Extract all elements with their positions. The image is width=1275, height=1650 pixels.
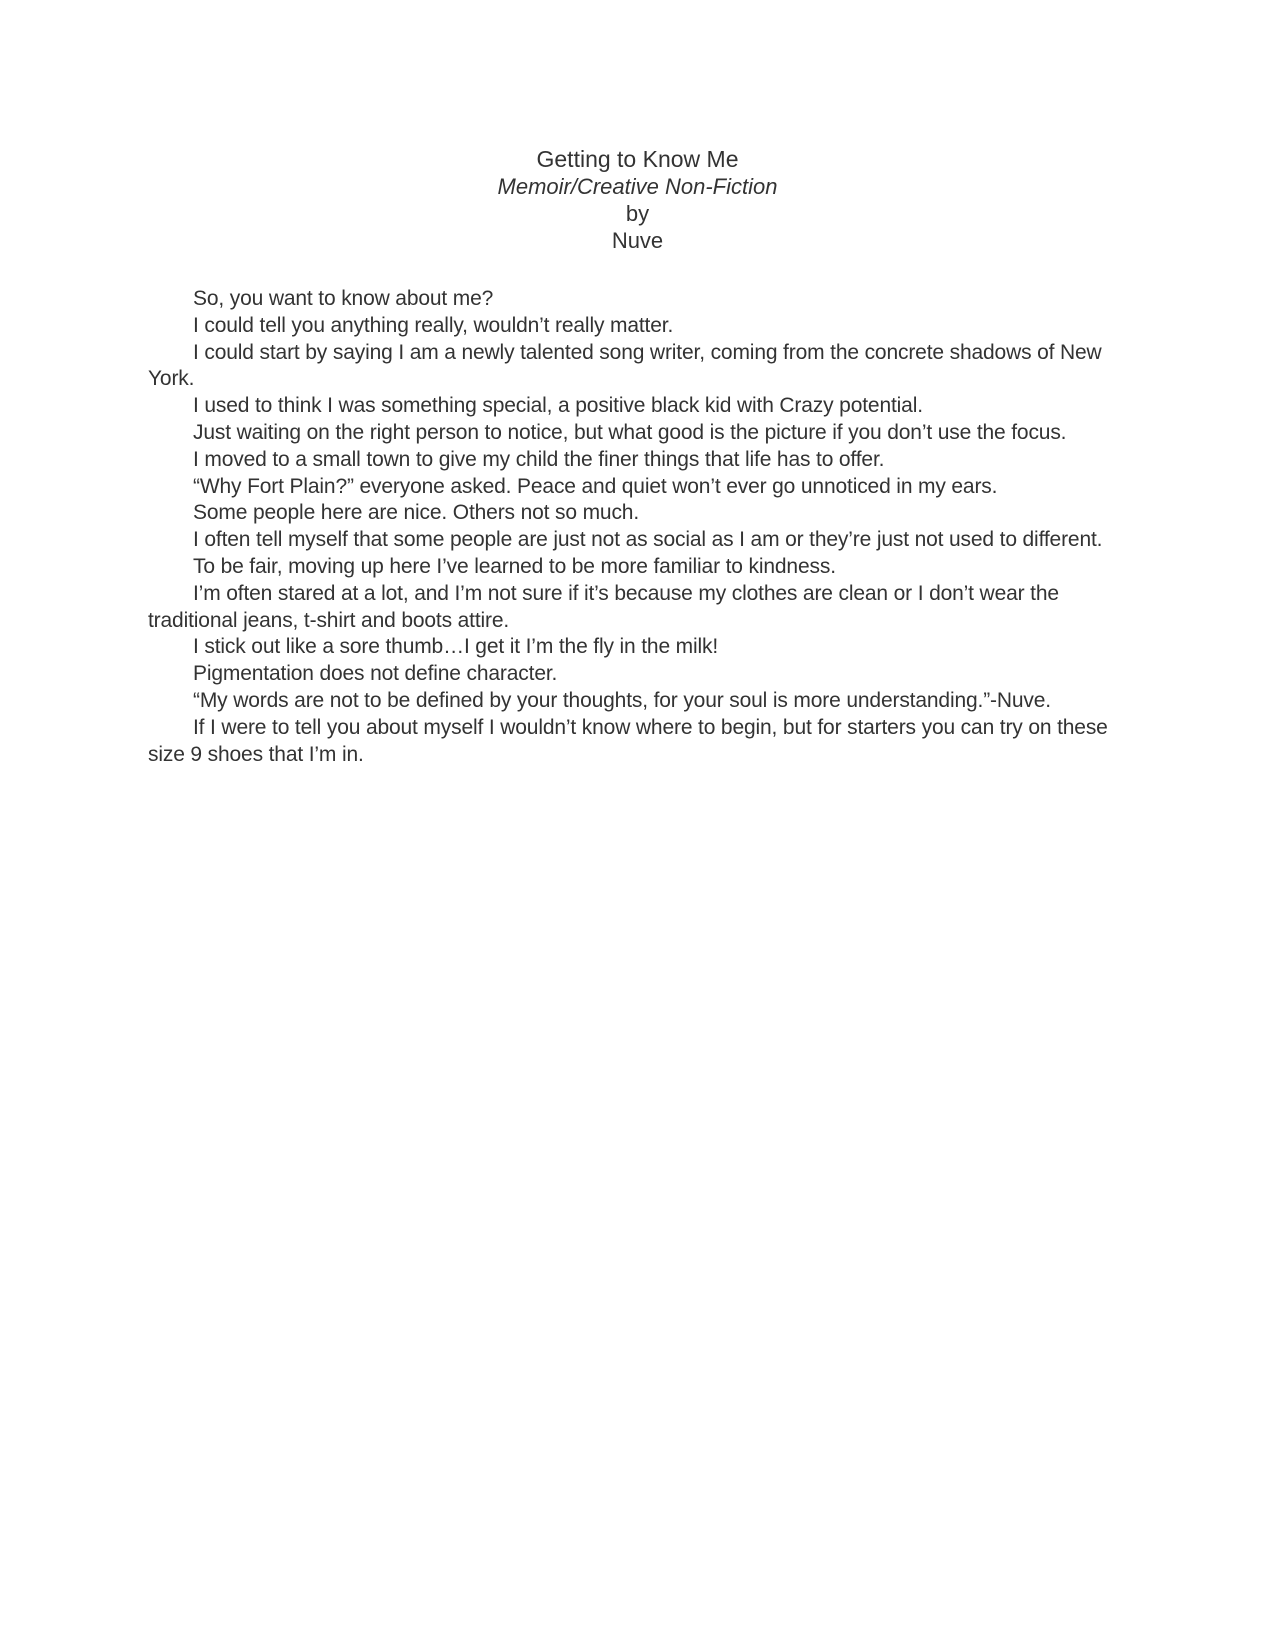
paragraph: I moved to a small town to give my child the finer things that life has to offer. <box>193 447 885 471</box>
paragraph: So, you want to know about me? <box>193 287 494 310</box>
paragraph: I’m often stared at a lot, and I’m not sure if it’s because my clothes are clean or I don’t wear the traditional jeans, t-shirt and boots attire. <box>148 581 1059 632</box>
paragraph: I stick out like a sore thumb…I get it I’m the fly in the milk! <box>193 635 719 659</box>
paragraph: Just waiting on the right person to notice, but what good is the picture if you don’t use the focus. <box>193 420 1067 444</box>
paragraph: “Why Fort Plain?” everyone asked. Peace and quiet won’t ever go unnoticed in my ears. <box>193 474 998 498</box>
author-name: Nuve <box>611 228 664 253</box>
paragraph: Pigmentation does not define character. <box>193 662 558 686</box>
paragraph: I could start by saying I am a newly talented song writer, coming from the concrete shadows of New York. <box>148 340 1102 391</box>
paragraph: Some people here are nice. Others not so much. <box>193 501 640 525</box>
byline-word: by <box>625 201 650 226</box>
document-title: Getting to Know Me <box>536 146 739 172</box>
document-header <box>0 146 1275 254</box>
paragraph: I used to think I was something special, a positive black kid with Crazy potential. <box>193 394 923 418</box>
paragraph: I often tell myself that some people are just not as social as I am or they’re just not used to different. <box>193 528 1103 552</box>
paragraph: If I were to tell you about myself I wouldn’t know where to begin, but for starters you can try on these size 9 shoes that I’m in. <box>148 715 1108 766</box>
document-subtitle: Memoir/Creative Non-Fiction <box>497 174 778 199</box>
paragraph: To be fair, moving up here I’ve learned to be more familiar to kindness. <box>193 554 836 578</box>
document-body <box>148 286 1128 768</box>
paragraph: “My words are not to be defined by your thoughts, for your soul is more understanding.”-Nuve. <box>193 688 1051 712</box>
paragraph: I could tell you anything really, wouldn’t really matter. <box>193 313 674 337</box>
